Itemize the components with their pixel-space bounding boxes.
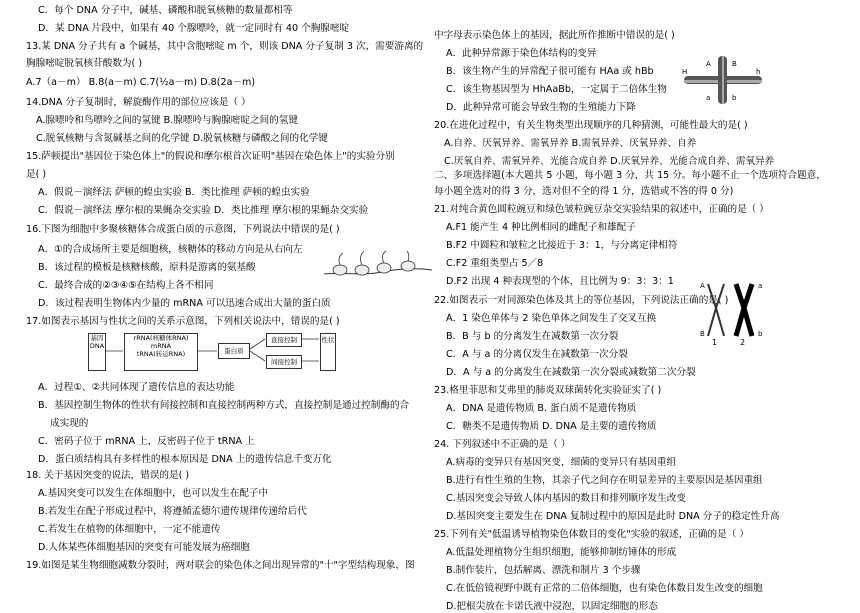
fig19-label-a-upper: A [706, 60, 711, 68]
text-line: A．过程①、②共同体现了遗传信息的表达功能 [38, 382, 235, 393]
text-line: 20.在进化过程中，有关生物类型出现顺序的几种猜测，可能性最大的是( ) [434, 120, 748, 131]
text-line: 胸腺嘧啶脱氧核苷酸数为( ) [26, 58, 143, 69]
text-line: B.制作装片，包括解离、漂洗和制片 3 个步骤 [446, 565, 641, 576]
fig22-label-2: 2 [740, 338, 746, 346]
fig22-label-1: 1 [712, 338, 718, 346]
text-line: A．1 染色单体与 2 染色单体之间发生了交叉互换 [446, 313, 657, 324]
text-line: C.若发生在植物的体细胞中，一定不能遗传 [38, 524, 221, 535]
fig19-label-a-lower: a [706, 94, 711, 102]
text-line: 成实现的 [50, 418, 89, 429]
text-line: 17.如图表示基因与性状之间的关系示意图，下列相关说法中，错误的是( ) [26, 316, 340, 327]
text-line: A．此种异常源于染色体结构的变异 [446, 48, 597, 59]
text-line: 21.对纯合黄色圆粒豌豆和绿色皱粒豌豆杂交实验结果的叙述中，正确的是（ ） [434, 204, 769, 215]
text-line: D．某 DNA 片段中，如果有 40 个腺嘌呤，就一定同时有 40 个胸腺嘧啶 [38, 23, 350, 34]
indirect-control-box: 间接控制 [266, 355, 302, 369]
text-line: 24. 下列叙述中不正确的是（ ） [434, 439, 571, 450]
text-line: 22.如图表示一对同源染色体及其上的等位基因，下列说法正确的是( ) [434, 295, 729, 306]
text-line: D.把根尖放在卡诺氏液中浸泡，以固定细胞的形态 [446, 601, 658, 612]
fig22-label-b: B [700, 330, 705, 338]
gene-trait-figure [88, 333, 388, 373]
text-line: A．假说－演绎法 萨顿的蝗虫实验 B．类比推理 萨顿的蝗虫实验 [38, 187, 310, 198]
text-line: 是( ) [26, 169, 47, 180]
fig22-label-a: A [700, 282, 705, 290]
text-line: 18. 关于基因突变的说法，错误的是( ) [26, 470, 190, 481]
mrna-label: mRNA [150, 342, 172, 350]
text-line: 25.下列有关"低温诱导植物染色体数目的变化"实验的叙述，正确的是（ ） [434, 529, 749, 540]
text-line: D.基因突变主要发生在 DNA 复制过程中的原因是此时 DNA 分子的稳定性升高 [446, 511, 780, 522]
text-line: C.脱氧核糖与含氮碱基之间的化学键 D.脱氧核糖与磷酸之间的化学键 [36, 133, 328, 144]
text-line: 23.格里菲思和艾弗里的肺炎双球菌转化实验证实了( ) [434, 385, 662, 396]
gene-label: 基因 [90, 334, 104, 342]
text-line: A.基因突变可以发生在体细胞中，也可以发生在配子中 [38, 488, 269, 499]
text-line: D．此种异常可能会导致生物的生殖能力下降 [446, 102, 636, 113]
text-line: 15.萨顿提出"基因位于染色体上"的假说和摩尔根首次证明"基因在染色体上"的实验分别 [26, 151, 395, 162]
homologous-chromosomes-figure [690, 278, 770, 346]
text-line: D.F2 出现 4 种表现型的个体，且比例为 9：3：3：1 [446, 276, 674, 287]
text-line: 每小题全选对的得 3 分，选对但不全的得 1 分，选错或不答的得 0 分) [434, 186, 734, 197]
text-line: C.基因突变会导致人体内基因的数目和排列顺序发生改变 [446, 493, 686, 504]
trait-box: 性状 [320, 333, 336, 371]
text-line: 14.DNA 分子复制时，解旋酶作用的部位应该是（ ） [26, 97, 251, 108]
text-line: A.低温处理植物分生组织细胞，能够抑制纺锤体的形成 [446, 547, 677, 558]
text-line: B．B 与 b 的分离发生在减数第一次分裂 [446, 331, 619, 342]
text-line: A.自养、厌氧异养、需氧异养 B.需氧异养、厌氧异养、自养 [444, 138, 697, 149]
dna-label: DNA [89, 342, 105, 350]
text-line: D．A 与 a 的分离发生在减数第一次分裂或减数第二次分裂 [446, 367, 696, 378]
text-line: B．基因控制生物体的性状有间接控制和直接控制两种方式，直接控制是通过控制酶的合 [38, 400, 410, 411]
text-line: B．该生物产生的异常配子很可能有 HAa 或 hBb [446, 66, 654, 77]
protein-box: 蛋白质 [218, 343, 250, 359]
text-line: A.腺嘌呤和鸟嘌呤之间的氢键 B.腺嘌呤与胸腺嘧啶之间的氢键 [36, 115, 298, 126]
text-line: 二、多项选择题(本大题共 5 小题，每小题 3 分，共 15 分。每小题不止一个选项符合题意， [434, 170, 826, 181]
text-line: 19.如图是某生物细胞减数分裂时，两对联会的染色体之间出现异常的"十"字型结构现象，图 [26, 560, 415, 571]
text-line: C.在低倍镜视野中既有正常的二倍体细胞，也有染色体数目发生改变的细胞 [446, 583, 763, 594]
text-line: A．DNA 是遗传物质 B. 蛋白质不是遗传物质 [446, 403, 637, 414]
text-line: B.进行有性生殖的生物，其亲子代之间存在明显差异的主要原因是基因重组 [446, 475, 763, 486]
fig19-label-b-upper: B [732, 60, 737, 68]
text-line: B.若发生在配子形成过程中，将遵循孟德尔遗传规律传递给后代 [38, 506, 307, 517]
text-line: 16.下图为细胞中多聚核糖体合成蛋白质的示意图，下列说法中错误的是( ) [26, 224, 340, 235]
text-line: B.F2 中圆粒和皱粒之比接近于 3：1，与分离定律相符 [446, 240, 678, 251]
text-line: C．该生物基因型为 HhAaBb，一定属于二倍体生物 [446, 84, 667, 95]
fig22-label-a-lower: a [758, 282, 763, 290]
text-line: 13.某 DNA 分子共有 a 个碱基，其中含胞嘧啶 m 个，则该 DNA 分子复制 3 次，需要游离的 [26, 41, 424, 52]
direct-control-box: 直接控制 [266, 333, 302, 347]
trna-label: tRNA(转运RNA) [136, 350, 186, 358]
text-line: 中字母表示染色体上的基因，据此所作推断中错误的是( ) [434, 30, 675, 41]
text-line: A.F1 能产生 4 种比例相同的雌配子和雄配子 [446, 222, 636, 233]
rrna-label: rRNA(核糖体RNA) [133, 334, 189, 342]
text-line: C．糖类不是遗传物质 D. DNA 是主要的遗传物质 [446, 421, 657, 432]
text-line: C.F2 重组类型占 5／8 [446, 258, 544, 269]
text-line: C．密码子位于 mRNA 上，反密码子位于 tRNA 上 [38, 436, 255, 447]
text-line: B．该过程的模板是核糖核酸，原料是游离的氨基酸 [38, 262, 256, 273]
text-line: C．假说－演绎法 摩尔根的果蝇杂交实验 D．类比推理 摩尔根的果蝇杂交实验 [38, 205, 369, 216]
text-line: D．该过程表明生物体内少量的 mRNA 可以迅速合成出大量的蛋白质 [38, 298, 331, 309]
text-line: C．A 与 a 的分离仅发生在减数第一次分裂 [446, 349, 628, 360]
fig22-label-b-lower: b [758, 330, 763, 338]
text-line: D.人体某些体细胞基因的突变有可能发展为癌细胞 [38, 542, 250, 553]
cross-chromosome-figure [680, 52, 766, 108]
fig19-label-h-lower: h [756, 68, 761, 76]
fig19-label-h-upper: H [682, 68, 688, 76]
text-line: D．蛋白质结构具有多样性的根本原因是 DNA 上的遗传信息千变万化 [38, 454, 332, 465]
text-line: C．最终合成的②③④⑤在结构上各不相同 [38, 280, 214, 291]
text-line: A．①的合成场所主要是细胞核，核糖体的移动方向是从右向左 [38, 244, 303, 255]
text-line: C.厌氧自养、需氧异养、光能合成自养 D.厌氧异养、光能合成自养、需氧异养 [444, 156, 775, 167]
polyribosome-figure [322, 246, 434, 286]
text-line: A.7（a－m） B.8(a－m) C.7(½a－m) D.8(2a－m) [26, 77, 256, 88]
fig19-label-b-lower: b [732, 94, 737, 102]
text-line: C．每个 DNA 分子中，碱基、磷酸和脱氧核糖的数量都相等 [38, 5, 293, 16]
text-line: A.病毒的变异只有基因突变，细菌的变异只有基因重组 [446, 457, 677, 468]
